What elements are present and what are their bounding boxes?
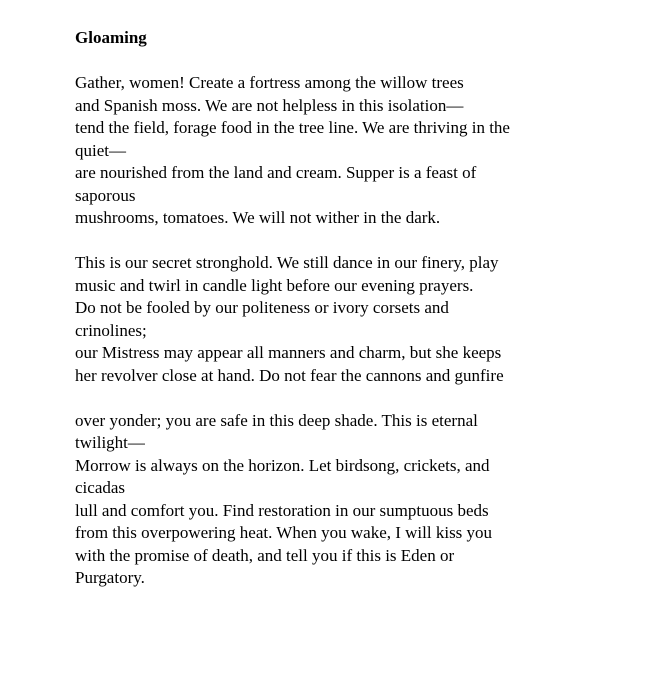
poem-line: with the promise of death, and tell you if this is Eden or: [75, 545, 455, 565]
poem-title: Gloaming: [75, 28, 147, 47]
poem-stanza: [75, 72, 653, 230]
poem-line: our Mistress may appear all manners and charm, but she keeps: [75, 343, 502, 362]
poem-line: crinolines;: [75, 320, 147, 340]
poem-line: saporous: [75, 185, 136, 205]
poem-line: This is our secret stronghold. We still dance in our finery, play: [75, 253, 499, 272]
poem-stanza: [75, 410, 653, 590]
poem-line: Morrow is always on the horizon. Let birdsong, crickets, and: [75, 455, 490, 475]
poem-line: and Spanish moss. We are not helpless in this isolation—: [75, 95, 464, 115]
poem-line: Gather, women! Create a fortress among the willow trees: [75, 73, 464, 92]
poem-body: [75, 72, 653, 590]
poem-line: from this overpowering heat. When you wake, I will kiss you: [75, 523, 493, 542]
poem-line: twilight—: [75, 433, 145, 452]
poem-line: music and twirl in candle light before our evening prayers.: [75, 275, 474, 295]
poem-line: over yonder; you are safe in this deep shade. This is eternal: [75, 410, 478, 430]
poem-line: Do not be fooled by our politeness or ivory corsets and: [75, 298, 449, 317]
poem-line: are nourished from the land and cream. Supper is a feast of: [75, 163, 477, 182]
poem-line: cicadas: [75, 478, 126, 497]
poem-line: lull and comfort you. Find restoration in our sumptuous beds: [75, 500, 489, 520]
poem-line: Purgatory.: [75, 568, 145, 587]
poem-stanza: [75, 252, 653, 387]
poem-line: quiet—: [75, 140, 126, 160]
poem-line: tend the field, forage food in the tree line. We are thriving in the: [75, 118, 510, 137]
poem-line: mushrooms, tomatoes. We will not wither in the dark.: [75, 208, 441, 227]
poem-line: her revolver close at hand. Do not fear the cannons and gunfire: [75, 365, 504, 385]
